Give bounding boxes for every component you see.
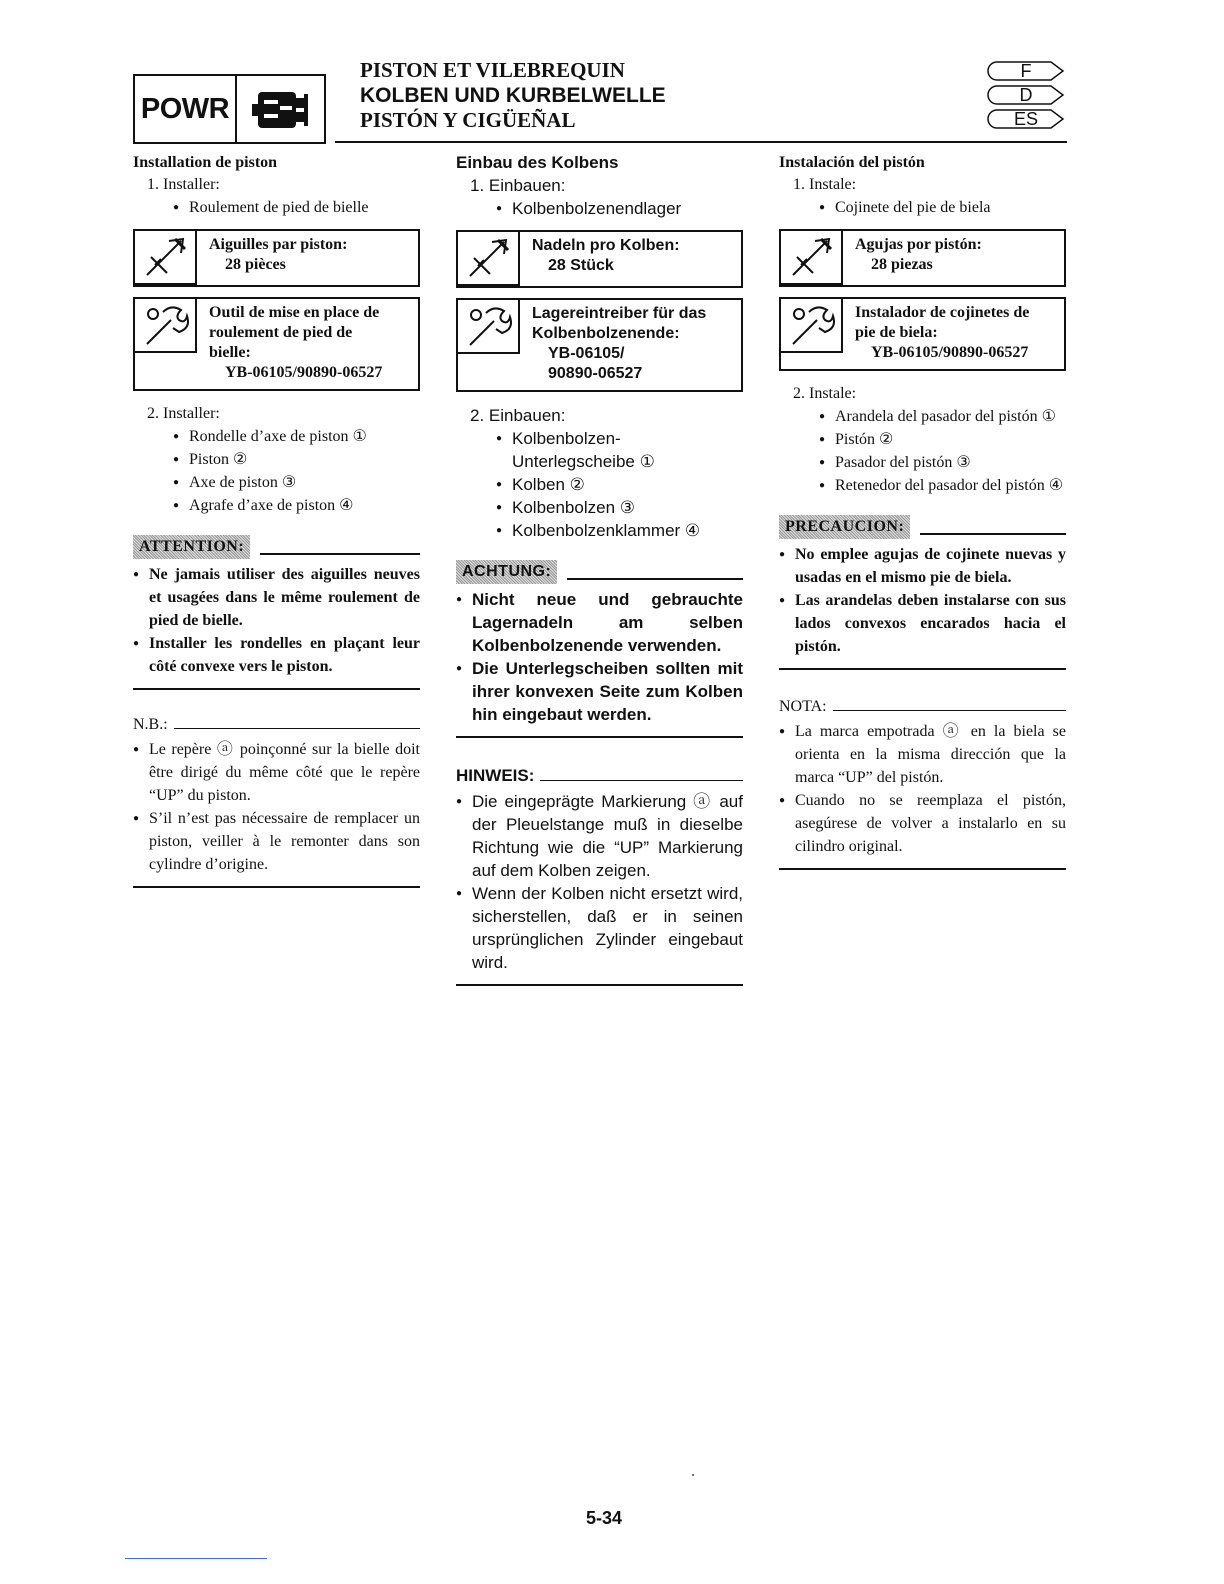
list-item: ● Rondelle d’axe de piston ① <box>173 425 420 448</box>
lang-badge-d: D <box>985 84 1067 106</box>
step-1: 1. Installer: <box>147 176 220 193</box>
section-title: Instalación del pistón <box>779 154 925 171</box>
title-fr: PISTON ET VILEBREQUIN <box>360 58 625 82</box>
note-label: HINWEIS: <box>456 766 535 785</box>
wrench-icon <box>135 299 197 353</box>
step-1: 1. Instale: <box>793 176 857 193</box>
spec-box <box>456 230 743 288</box>
section-title: Installation de piston <box>133 154 278 171</box>
footer-line <box>125 1558 267 1559</box>
list-item: ● Die eingeprägte Markierung ⓐ auf der Pleuelstange muß in dieselbe Richtung wie die “UP” Markierung auf dem Kolben zeigen. <box>456 790 743 882</box>
language-badges <box>985 60 1067 132</box>
spec-box <box>133 229 420 287</box>
step-2: 2. Einbauen: <box>470 406 566 425</box>
list-item: ● Pistón ② <box>819 428 1066 451</box>
list-item: ● La marca empotrada ⓐ en la biela se orienta en la misma dirección que la marca “UP” del pistón. <box>779 720 1066 789</box>
list-item: ● Kolbenbolzen-Unterlegscheibe ① <box>496 427 743 473</box>
list-item: ● Axe de piston ③ <box>173 471 420 494</box>
list-item: ● No emplee agujas de cojinete nuevas y usadas en el mismo pie de biela. <box>779 543 1066 589</box>
note-label: N.B.: <box>133 716 168 733</box>
list-item: ● Piston ② <box>173 448 420 471</box>
page-titles <box>360 58 666 133</box>
list-item: ● Installer les rondelles en plaçant leur côté convexe vers le piston. <box>133 632 420 678</box>
caution-list <box>133 563 420 678</box>
scan-speck <box>692 1474 694 1476</box>
tool-line: Lagereintreiber für das <box>532 305 707 322</box>
list-item: ● Cojinete del pie de biela <box>819 196 1066 219</box>
wrench-icon <box>458 300 520 354</box>
list-item: ● Kolben ② <box>496 473 743 496</box>
section-logo <box>133 74 326 144</box>
tool-box <box>133 297 420 391</box>
spec-value: 28 piezas <box>871 256 933 273</box>
step-2-list <box>133 425 420 517</box>
tool-part-number: YB-06105/90890-06527 <box>871 344 1029 361</box>
step-1: 1. Einbauen: <box>470 176 566 195</box>
tool-line: bielle: <box>209 344 251 361</box>
caliper-icon <box>781 231 843 285</box>
caution-label: ACHTUNG: <box>456 560 557 584</box>
list-item: ● Le repère ⓐ poinçonné sur la bielle doit être dirigé du même côté que le repère “UP” du piston. <box>133 738 420 807</box>
caliper-icon <box>135 231 197 285</box>
tool-line: Kolbenbolzenende: <box>532 325 680 342</box>
tool-box <box>779 297 1066 371</box>
list-item: ● Cuando no se reemplaza el pistón, asegúrese de volver a instalarlo en su cilindro original. <box>779 789 1066 858</box>
list-item: ● Kolbenbolzen ③ <box>496 496 743 519</box>
step-2-list <box>779 405 1066 497</box>
lang-badge-f: F <box>985 60 1067 82</box>
column-german <box>456 152 743 986</box>
title-es: PISTÓN Y CIGÜEÑAL <box>360 108 576 132</box>
list-item: ● Roulement de pied de bielle <box>173 196 420 219</box>
step-2: 2. Instale: <box>793 385 857 402</box>
list-item: ● Die Unterlegscheiben sollten mit ihrer konvexen Seite zum Kolben hin eingebaut werden. <box>456 657 743 726</box>
spec-label: Aiguilles par piston: <box>209 236 348 253</box>
step-1-list <box>456 197 743 220</box>
lang-badge-es: ES <box>985 108 1067 130</box>
spec-label: Agujas por pistón: <box>855 236 982 253</box>
note-label: NOTA: <box>779 698 827 715</box>
spec-label: Nadeln pro Kolben: <box>532 237 680 254</box>
caution-list <box>456 588 743 726</box>
tool-line: roulement de pied de <box>209 324 353 341</box>
wrench-icon <box>781 299 843 353</box>
engine-icon <box>237 76 324 142</box>
step-1-list <box>133 196 420 219</box>
step-1-list <box>779 196 1066 219</box>
tool-box <box>456 298 743 392</box>
list-item: ● Agrafe d’axe de piston ④ <box>173 494 420 517</box>
note-list <box>779 720 1066 858</box>
column-french <box>133 152 420 888</box>
tool-line: Instalador de cojinetes de <box>855 304 1030 321</box>
caution-label: PRECAUCION: <box>779 515 910 539</box>
note-list <box>133 738 420 876</box>
note-list <box>456 790 743 974</box>
tool-part-number: YB-06105/90890-06527 <box>225 364 383 381</box>
section-title: Einbau des Kolbens <box>456 153 619 172</box>
spec-box <box>779 229 1066 287</box>
caution-block <box>779 515 1066 670</box>
tool-line: pie de biela: <box>855 324 938 341</box>
list-item: ● Kolbenbolzenendlager <box>496 197 743 220</box>
list-item: ● Arandela del pasador del pistón ① <box>819 405 1066 428</box>
list-item: ● S’il n’est pas nécessaire de remplacer un piston, veiller à le remonter dans son cylindre d’origine. <box>133 807 420 876</box>
column-spanish <box>779 152 1066 870</box>
tool-part-number: YB-06105/ <box>548 345 625 362</box>
caution-label: ATTENTION: <box>133 535 250 559</box>
tool-part-number-2: 90890-06527 <box>548 365 643 382</box>
note-block <box>456 766 743 986</box>
note-block <box>133 716 420 888</box>
step-2: 2. Installer: <box>147 405 220 422</box>
note-block <box>779 698 1066 870</box>
list-item: ● Ne jamais utiliser des aiguilles neuves et usagées dans le même roulement de pied de bielle. <box>133 563 420 632</box>
spec-value: 28 pièces <box>225 256 286 273</box>
spec-value: 28 Stück <box>548 257 614 274</box>
caution-list <box>779 543 1066 658</box>
step-2-list <box>456 427 743 542</box>
list-item: ● Las arandelas deben instalarse con sus lados convexos encarados hacia el pistón. <box>779 589 1066 658</box>
caution-block <box>456 560 743 738</box>
list-item: ● Retenedor del pasador del pistón ④ <box>819 474 1066 497</box>
header-rule <box>335 141 1067 143</box>
caliper-icon <box>458 232 520 286</box>
list-item: ● Wenn der Kolben nicht ersetzt wird, sicherstellen, daß er in seinen ursprünglichen Zylinder eingebaut wird. <box>456 882 743 974</box>
list-item: ● Pasador del pistón ③ <box>819 451 1066 474</box>
page-number: 5-34 <box>586 1508 623 1528</box>
caution-block <box>133 535 420 690</box>
logo-text: POWR <box>135 76 237 142</box>
tool-line: Outil de mise en place de <box>209 304 380 321</box>
list-item: ● Kolbenbolzenklammer ④ <box>496 519 743 542</box>
title-de: KOLBEN UND KURBELWELLE <box>360 84 666 107</box>
list-item: ● Nicht neue und gebrauchte Lagernadeln am selben Kolbenbolzenende verwenden. <box>456 588 743 657</box>
